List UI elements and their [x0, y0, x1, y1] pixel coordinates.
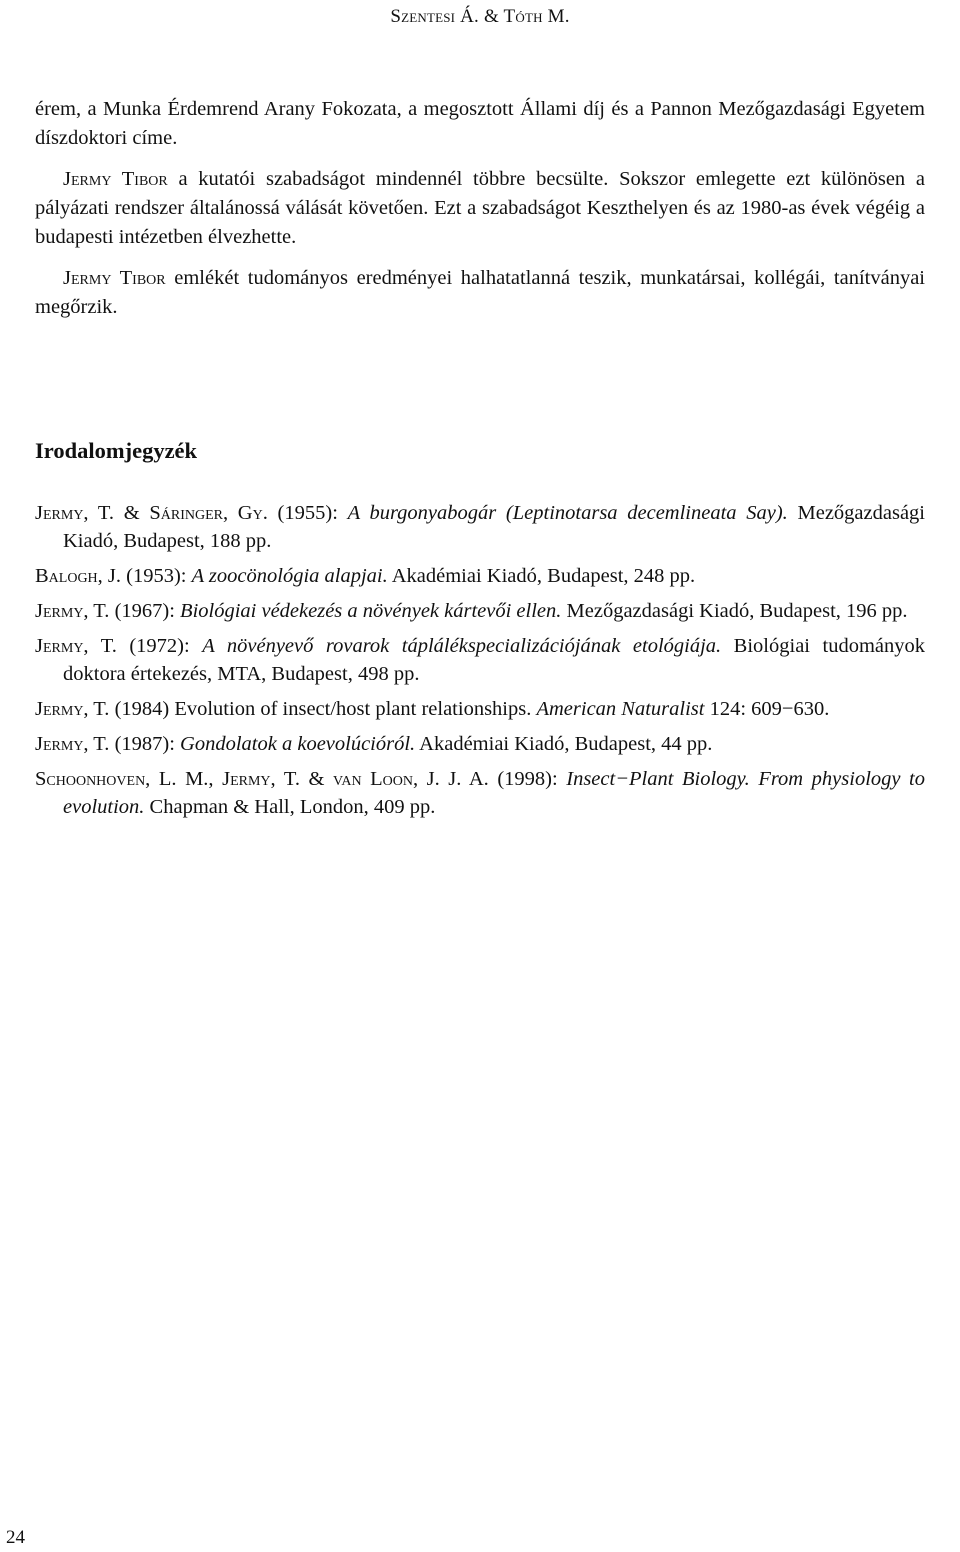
paragraph-3-text: emlékét tudományos eredményei halhatatlanná teszik, munkatársai, kollégái, tanítványai megőrzik.	[35, 267, 925, 318]
paragraph-2-text: a kutatói szabadságot mindennél többre becsülte. Sokszor emlegette ezt különösen a pályázati rendszer általánossá válását követően. Ezt a szabadságot Keszthelyen és az 1980-as évek végéig a budapesti intézetben élvezhette.	[35, 168, 926, 248]
reference-year: (1998):	[488, 768, 567, 790]
reference-item	[35, 730, 925, 758]
running-head: Szentesi Á. & Tóth M.	[390, 6, 570, 27]
reference-title: Insect−Plant Biology. From physiology to evolution.	[63, 768, 925, 818]
reference-publisher: Mezőgazdasági Kiadó, Budapest, 196 pp.	[561, 600, 908, 622]
reference-authors: Jermy, T.	[35, 635, 117, 657]
paragraph-2	[35, 165, 925, 252]
paragraph-1-text: érem, a Munka Érdemrend Arany Fokozata, a megosztott Állami díj és a Pannon Mezőgazdasági Egyetem díszdoktori címe.	[35, 98, 925, 149]
reference-item	[35, 562, 925, 590]
reference-publisher: Akadémiai Kiadó, Budapest, 44 pp.	[415, 733, 713, 755]
reference-title: A zoocönológia alapjai.	[191, 565, 388, 587]
author-name: Jermy Tibor	[63, 168, 168, 190]
reference-year: (1984) Evolution of insect/host plant relationships.	[109, 698, 537, 720]
paragraph-3	[35, 264, 925, 322]
reference-item	[35, 765, 925, 821]
reference-authors: Jermy, T.	[35, 733, 110, 755]
reference-title: A burgonyabogár (Leptinotarsa decemlineata Say).	[347, 502, 788, 524]
reference-authors: Schoonhoven, L. M., Jermy, T. & van Loon, J. J. A.	[35, 768, 489, 790]
page-number: 24	[6, 1527, 25, 1548]
reference-publisher: Mezőgazdasági Kiadó, Budapest, 188 pp.	[63, 502, 925, 552]
reference-publisher: Biológiai tudományok doktora értekezés, MTA, Budapest, 498 pp.	[63, 635, 925, 685]
reference-year: (1953):	[121, 565, 192, 587]
reference-authors: Jermy, T. & Sáringer, Gy.	[35, 502, 268, 524]
section-title-bibliography: Irodalomjegyzék	[35, 438, 198, 463]
reference-publisher: 124: 609−630.	[704, 698, 830, 720]
reference-publisher: Akadémiai Kiadó, Budapest, 248 pp.	[387, 565, 696, 587]
reference-authors: Jermy, T.	[35, 600, 110, 622]
reference-publisher: Chapman & Hall, London, 409 pp.	[144, 796, 436, 818]
reference-title: Gondolatok a koevolúcióról.	[180, 733, 416, 755]
reference-year: (1987):	[109, 733, 181, 755]
reference-year: (1972):	[116, 635, 203, 657]
reference-title: American Naturalist	[536, 698, 705, 720]
reference-title: A növényevő rovarok táplálékspecializációjának etológiája.	[202, 635, 722, 657]
reference-title: Biológiai védekezés a növények kártevői ellen.	[180, 600, 562, 622]
reference-year: (1955):	[267, 502, 348, 524]
author-name: Jermy Tibor	[63, 267, 166, 289]
reference-authors: Balogh, J.	[35, 565, 122, 587]
reference-item	[35, 632, 925, 688]
reference-item	[35, 597, 925, 625]
reference-year: (1967):	[109, 600, 181, 622]
reference-item	[35, 695, 925, 723]
reference-item	[35, 499, 925, 555]
paragraph-continued	[35, 95, 925, 153]
reference-list	[35, 499, 925, 828]
reference-authors: Jermy, T.	[35, 698, 110, 720]
